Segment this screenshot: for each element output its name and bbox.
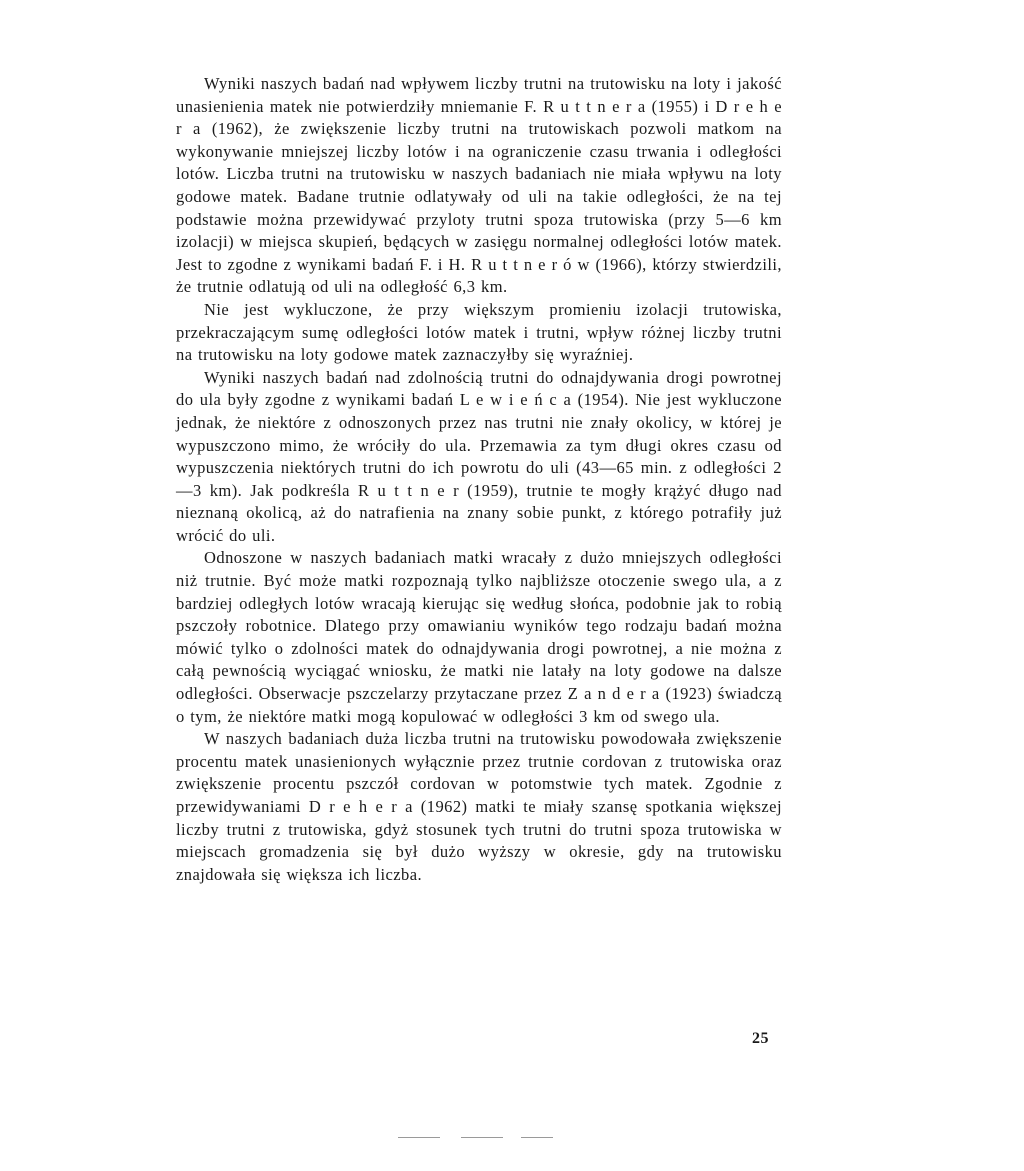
paragraph-4: Odnoszone w naszych badaniach matki wracały z dużo mniejszych odległości niż trutnie. Być może matki rozpoznają tylko najbliższe otoczenie swego ula, a z bardziej odległych lotów wracają kierując się według słońca, podobnie jak to robią pszczoły robotnice. Dlatego przy omawianiu wyników tego rodzaju badań można mówić tylko o zdolności matek do odnajdywania drogi powrotnej, a nie można z całą pewnością wyciągać wniosku, że matki nie latały na loty godowe na dalsze odległości. Obserwacje pszczelarzy przytaczane przez Z a n d e r a (1923) świadczą o tym, że niektóre matki mogą kopulować w odległości 3 km od swego ula. — [176, 548, 782, 726]
body-text — [176, 73, 782, 886]
scan-artifact-line — [461, 1137, 503, 1138]
paragraph-2: Nie jest wykluczone, że przy większym promieniu izolacji trutowiska, przekraczającym sumę odległości lotów matek i trutni, wpływ różnej liczby trutni na trutowisku na loty godowe matek zaznaczyłby się wyraźniej. — [176, 299, 782, 365]
page-number: 25 — [752, 1030, 769, 1047]
paragraph-5: W naszych badaniach duża liczba trutni na trutowisku powodowała zwiększenie procentu matek unasienionych wyłącznie przez trutnie cordovan z trutowiska oraz zwiększenie procentu pszczół cordovan w potomstwie tych matek. Zgodnie z przewidywaniami D r e h e r a (1962) matki te miały szansę spotkania większej liczby trutni z trutowiska, gdyż stosunek tych trutni do trutni spoza trutowiska w miejscach gromadzenia się był dużo wyższy w okresie, gdy na trutowisku znajdowała się większa ich liczba. — [176, 729, 782, 884]
scan-artifact-line — [521, 1137, 553, 1138]
paragraph-1: Wyniki naszych badań nad wpływem liczby trutni na trutowisku na loty i jakość unasienienia matek nie potwierdziły mniemanie F. R u t t n e r a (1955) i D r e h e r a (1962), że zwiększenie liczby trutni na trutowiskach pozwoli matkom na wykonywanie mniejszej liczby lotów i na ograniczenie czasu trwania i odległości lotów. Liczba trutni na trutowisku w naszych badaniach nie miała wpływu na loty godowe matek. Badane trutnie odlatywały od uli na takie odległości, że na tej podstawie można przewidywać przyloty trutni spoza trutowiska (przy 5—6 km izolacji) w miejsca skupień, będących w zasięgu normalnej odległości lotów matek. Jest to zgodne z wynikami badań F. i H. R u t t n e r ó w (1966), którzy stwierdzili, że trutnie odlatują od uli na odległość 6,3 km. — [176, 74, 782, 297]
scan-artifact-line — [398, 1137, 440, 1138]
paragraph-3: Wyniki naszych badań nad zdolnością trutni do odnajdywania drogi powrotnej do ula były zgodne z wynikami badań L e w i e ń c a (1954). Nie jest wykluczone jednak, że niektóre z odnoszonych przez nas trutni nie znały okolicy, w której je wypuszczono mimo, że wróciły do ula. Przemawia za tym długi okres czasu od wypuszczenia niektórych trutni do ich powrotu do uli (43—65 min. z odległości 2—3 km). Jak podkreśla R u t t n e r (1959), trutnie te mogły krążyć długo nad nieznaną okolicą, aż do natrafienia na znany sobie punkt, z którego potrafiły już wrócić do uli. — [176, 367, 782, 545]
